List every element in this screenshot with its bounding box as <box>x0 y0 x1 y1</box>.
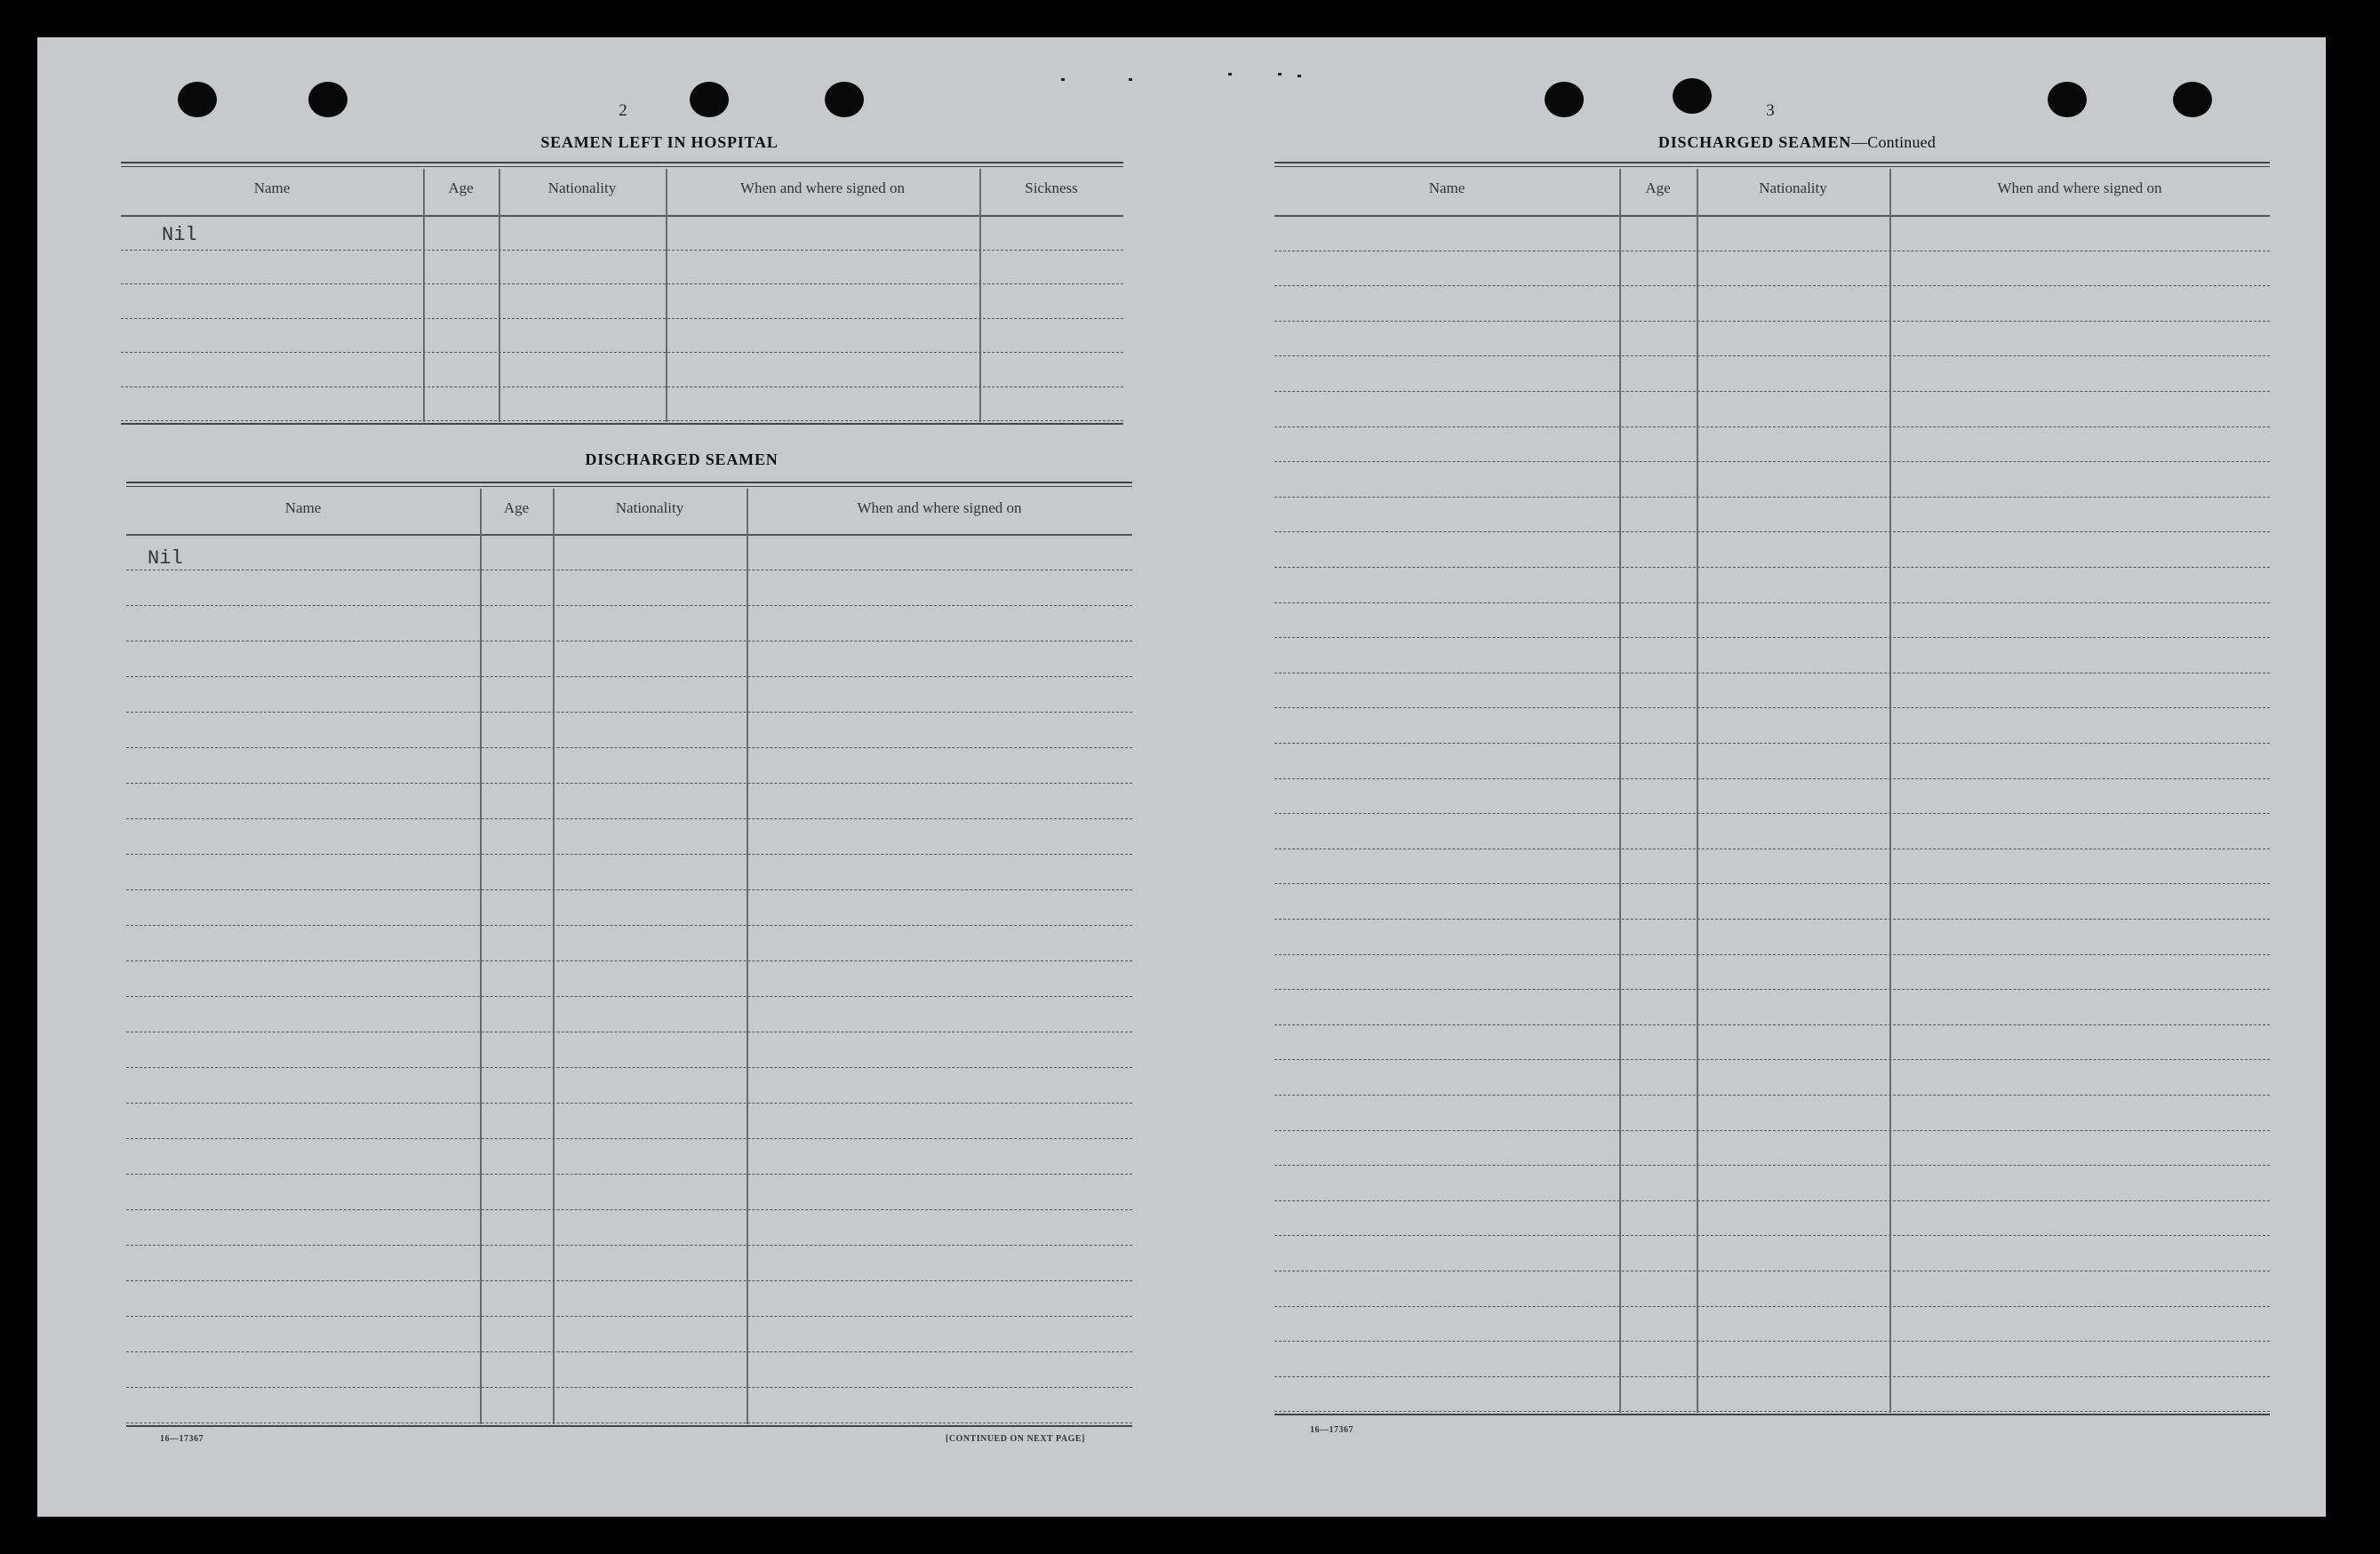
table-row <box>1274 919 2270 920</box>
table-bottom-rule <box>121 423 1123 425</box>
column-header: Age <box>503 499 530 516</box>
table-row <box>121 352 1123 353</box>
punch-hole <box>2173 82 2212 117</box>
punch-hole <box>1673 78 1712 114</box>
column-header: When and where signed on <box>857 499 1022 516</box>
table-row <box>1274 778 2270 779</box>
table-row <box>126 641 1132 642</box>
column-divider <box>553 489 555 1424</box>
table-row <box>126 1174 1132 1175</box>
ink-speck <box>1061 78 1065 81</box>
hospital-entry-name: Nil <box>162 224 197 246</box>
table-row <box>126 783 1132 784</box>
table-row <box>1274 1235 2270 1236</box>
table-row <box>126 1280 1132 1281</box>
column-header: Nationality <box>547 179 617 196</box>
table-row <box>121 420 1123 421</box>
column-header: Nationality <box>1759 179 1827 196</box>
discharged-table-title: DISCHARGED SEAMEN <box>585 450 779 468</box>
ink-speck <box>1298 75 1301 77</box>
table-row <box>1274 743 2270 744</box>
table-row <box>1274 954 2270 955</box>
table-top-rule <box>1274 166 2270 167</box>
table-row <box>126 1209 1132 1210</box>
column-divider <box>666 169 667 422</box>
column-header: Nationality <box>615 499 684 516</box>
column-divider <box>1697 169 1698 1413</box>
ink-speck <box>1129 78 1132 81</box>
table-row <box>126 818 1132 819</box>
table-top-rule <box>1274 162 2270 163</box>
column-divider <box>499 169 500 422</box>
form-number-right: 16—17367 <box>1310 1425 1354 1435</box>
table-top-rule <box>121 166 1123 167</box>
table-row <box>1274 989 2270 990</box>
column-header: Sickness <box>1025 179 1078 196</box>
table-row <box>1274 1411 2270 1412</box>
column-header: Name <box>1428 179 1466 196</box>
hospital-table-title: SEAMEN LEFT IN HOSPITAL <box>540 133 779 151</box>
table-top-rule <box>126 486 1132 487</box>
table-row <box>126 1067 1132 1068</box>
table-row <box>126 712 1132 713</box>
table-row <box>1274 637 2270 638</box>
table-row <box>1274 1024 2270 1025</box>
table-row <box>126 889 1132 890</box>
punch-hole <box>690 82 729 117</box>
column-header: Name <box>284 499 322 516</box>
table-row <box>126 676 1132 677</box>
header-rule <box>1274 215 2270 217</box>
table-row <box>1274 602 2270 603</box>
table-row <box>121 318 1123 319</box>
table-row <box>126 1351 1132 1352</box>
punch-hole <box>2048 82 2087 117</box>
table-row <box>1274 461 2270 462</box>
punch-hole <box>178 82 217 117</box>
form-number-left: 16—17367 <box>160 1434 204 1444</box>
discharged-continued-title <box>1548 133 2046 152</box>
table-row <box>126 1138 1132 1139</box>
table-row <box>121 283 1123 284</box>
table-row <box>1274 1130 2270 1131</box>
table-row <box>1274 321 2270 322</box>
table-row <box>1274 883 2270 884</box>
column-divider <box>747 489 748 1424</box>
table-row <box>1274 707 2270 708</box>
punch-hole <box>1545 82 1584 117</box>
ink-speck <box>1228 73 1232 76</box>
table-row <box>126 1387 1132 1388</box>
table-row <box>1274 1059 2270 1060</box>
continued-suffix: —Continued <box>1851 133 1937 151</box>
table-bottom-rule <box>1274 1414 2270 1415</box>
column-header: Name <box>253 179 291 196</box>
page-number-left: 2 <box>619 101 627 120</box>
table-row <box>126 960 1132 961</box>
punch-hole <box>825 82 864 117</box>
table-top-rule <box>126 482 1132 483</box>
column-divider <box>480 489 482 1424</box>
table-row <box>1274 1165 2270 1166</box>
table-row <box>1274 1095 2270 1096</box>
column-divider <box>979 169 981 422</box>
table-row <box>1274 1376 2270 1377</box>
table-row <box>1274 1200 2270 1201</box>
table-row <box>1274 391 2270 392</box>
table-row <box>1274 1341 2270 1342</box>
discharged-continued-title-main: DISCHARGED SEAMEN <box>1657 133 1852 151</box>
table-row <box>1274 497 2270 498</box>
table-row <box>126 996 1132 997</box>
column-header: When and where signed on <box>739 179 906 196</box>
discharged-entry-name: Nil <box>148 547 183 570</box>
table-row <box>126 854 1132 855</box>
table-row <box>126 1316 1132 1317</box>
header-rule <box>126 534 1132 536</box>
table-row <box>1274 1306 2270 1307</box>
table-top-rule <box>121 162 1123 163</box>
table-row <box>126 605 1132 606</box>
column-divider <box>423 169 425 422</box>
column-divider <box>1889 169 1891 1413</box>
table-row <box>1274 426 2270 427</box>
table-bottom-rule <box>126 1425 1132 1427</box>
table-row <box>1274 531 2270 532</box>
continued-note: [CONTINUED ON NEXT PAGE] <box>946 1434 1085 1444</box>
table-row <box>1274 285 2270 286</box>
punch-hole <box>308 82 347 117</box>
table-row <box>1274 567 2270 568</box>
table-row <box>126 925 1132 926</box>
table-row <box>126 1103 1132 1104</box>
page-number-right: 3 <box>1766 101 1775 120</box>
ink-speck <box>1278 73 1282 76</box>
document-sheet <box>37 37 2326 1517</box>
header-rule <box>121 215 1123 217</box>
table-row <box>126 1245 1132 1246</box>
table-row <box>126 747 1132 748</box>
column-divider <box>1619 169 1621 1413</box>
table-row <box>1274 355 2270 356</box>
column-header: Age <box>1645 179 1671 196</box>
column-header: Age <box>448 179 474 196</box>
table-row <box>1274 813 2270 814</box>
table-row <box>121 250 1123 251</box>
column-header: When and where signed on <box>1997 179 2162 196</box>
